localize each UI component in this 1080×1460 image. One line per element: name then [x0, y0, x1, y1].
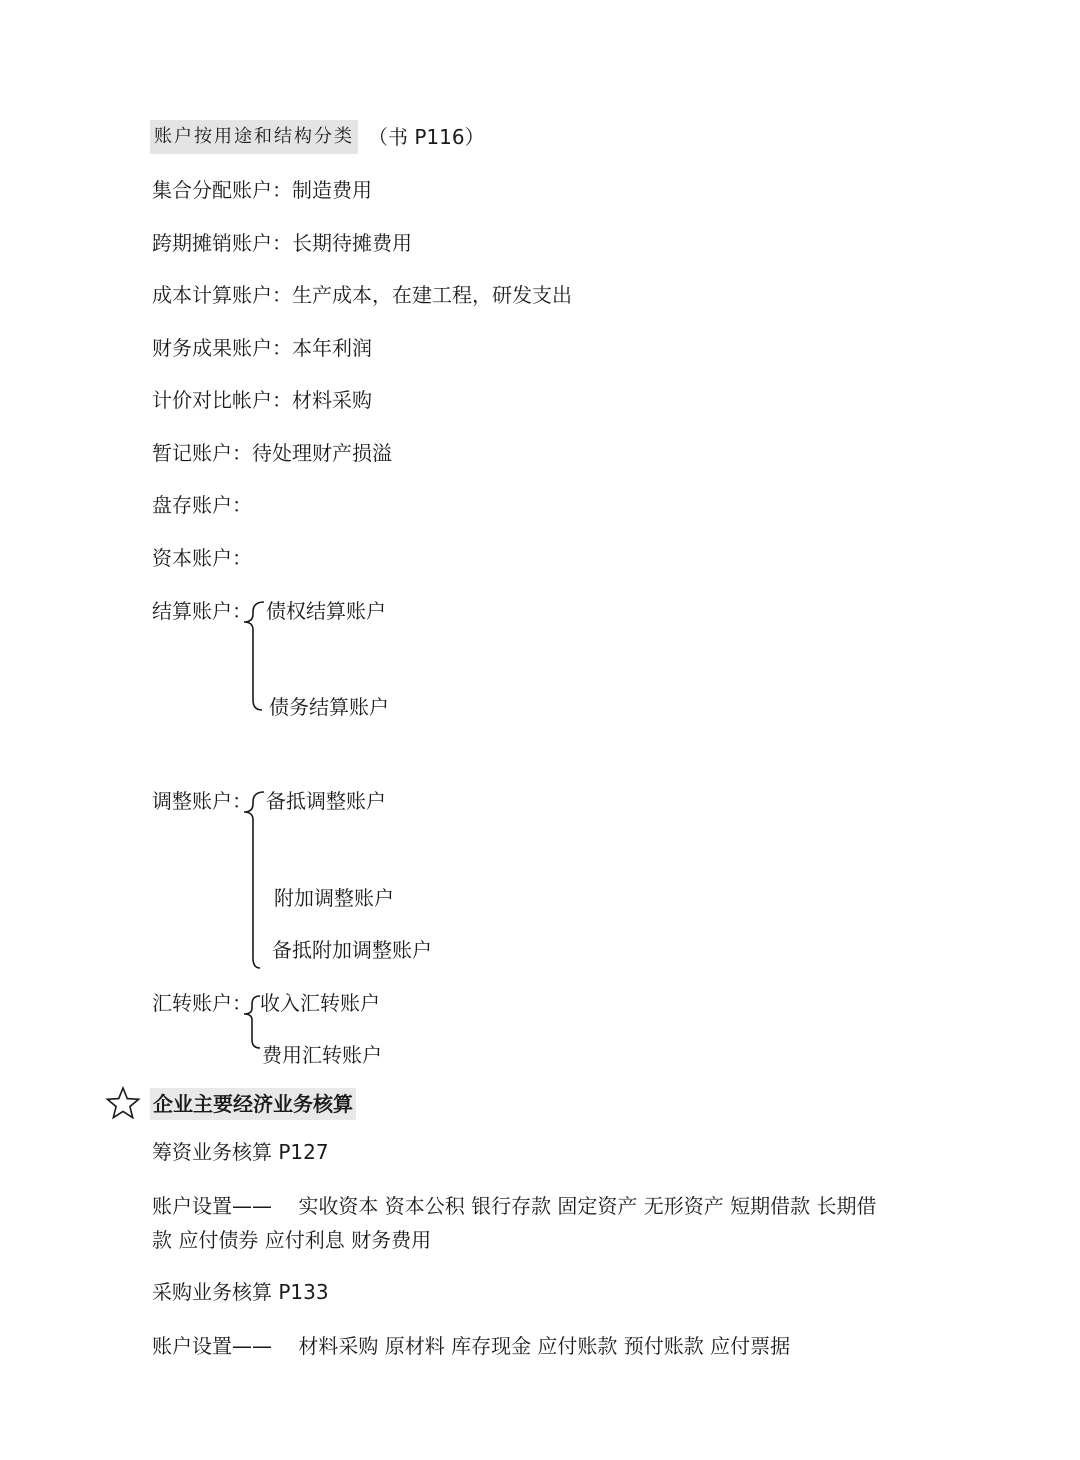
transfer-child: 收入汇转账户	[260, 991, 380, 1015]
transfer-label: 汇转账户：	[152, 991, 252, 1015]
list-item: 财务成果账户：本年利润	[152, 336, 372, 360]
financing-accounts: 账户设置—— 实收资本 资本公积 银行存款 固定资产 无形资产 短期借款 长期借	[152, 1194, 877, 1218]
list-item: 资本账户：	[152, 546, 252, 570]
purchase-accounts: 账户设置—— 材料采购 原材料 库存现金 应付账款 预付账款 应付票据	[152, 1334, 791, 1358]
section-heading-bold	[150, 1088, 356, 1120]
list-item: 暂记账户：待处理财产损溢	[152, 441, 392, 465]
financing-title: 筹资业务核算 P127	[152, 1140, 329, 1164]
heading-page-ref: （书 P116）	[368, 125, 485, 149]
section-heading-bold-text: 企业主要经济业务核算	[153, 1092, 353, 1116]
section-heading	[150, 120, 358, 154]
transfer-child: 费用汇转账户	[262, 1043, 382, 1067]
adjustment-child: 备抵附加调整账户	[272, 938, 432, 962]
purchase-title: 采购业务核算 P133	[152, 1280, 329, 1304]
list-item: 成本计算账户：生产成本，在建工程，研发支出	[152, 283, 572, 307]
adjustment-child: 备抵调整账户	[266, 789, 386, 813]
settlement-label: 结算账户：	[152, 599, 252, 623]
star-outline-icon	[105, 1086, 141, 1120]
list-item: 盘存账户：	[152, 493, 252, 517]
adjustment-brace	[240, 790, 270, 975]
settlement-child: 债务结算账户	[269, 695, 389, 719]
list-item: 集合分配账户：制造费用	[152, 178, 372, 202]
settlement-child: 债权结算账户	[266, 599, 386, 623]
list-item: 计价对比帐户：材料采购	[152, 388, 372, 412]
section-heading-text: 账户按用途和结构分类	[154, 126, 354, 147]
list-item: 跨期摊销账户：长期待摊费用	[152, 231, 412, 255]
adjustment-child: 附加调整账户	[274, 886, 394, 910]
financing-accounts-cont: 款 应付债券 应付利息 财务费用	[152, 1228, 432, 1252]
adjustment-label: 调整账户：	[152, 789, 252, 813]
